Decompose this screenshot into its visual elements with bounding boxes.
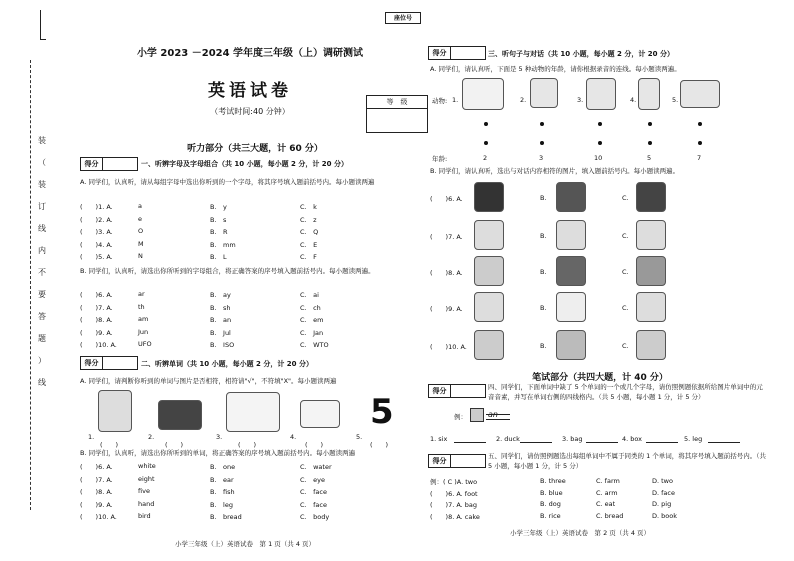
age-label: 年龄: [432,155,448,163]
girl-c-picture [636,182,666,212]
score-label: 得分 [81,158,103,170]
option-num[interactable]: ( )7. A. [80,475,113,484]
option-a: hand [138,499,155,508]
option-b-label: B. [540,268,547,276]
option-a: th [138,302,145,311]
hand-b-picture [556,220,586,250]
part2-instruction-b: B. 同学们，认真听，请选出你所听到的单词，将正确答案的序号填入题前括号内。每小题读两遍 [80,449,356,457]
hand-c-picture [636,220,666,250]
pic-answer-2[interactable]: ( ) [165,441,184,449]
book-picture [556,256,586,286]
animal-num-5: 5. [672,96,679,104]
option-a: eight [138,474,155,483]
age-dot-5[interactable] [698,141,702,145]
option-c: C. face [300,488,327,496]
score-label: 得分 [81,357,103,369]
question-row [80,328,420,338]
part3-instruction-a: A. 同学们，请认真听，下面是 5 种动物的年龄，请你根据录音的连线。每小题读两遍。 [430,65,681,73]
option-b-label: B. [540,194,547,202]
part3-heading: 三、听句子与对话（共 10 小题，每小题 2 分，计 20 分） [488,50,674,58]
animal-num-3: 3. [577,96,584,104]
option-c: C. em [300,316,324,324]
question-number[interactable]: ( )7. A. [430,233,463,241]
word-item: 4. box [622,435,643,443]
question-row [80,202,420,212]
option-num[interactable]: ( )8. A. cake [430,512,480,521]
word-item: 3. bag [562,435,583,443]
score-label: 得分 [429,47,451,59]
question-number[interactable]: ( )9. A. [430,305,463,313]
option-b: B. y [210,203,227,211]
question-number[interactable]: ( )6. A. [430,195,463,203]
option-b: B. Jul [210,328,231,337]
option-a: white [138,462,156,470]
option-d: D. two [652,477,673,485]
option-c-label: C. [622,268,629,276]
option-num[interactable]: 例：( C )A. two [430,478,478,486]
age-dot-4[interactable] [648,141,652,145]
option-d: D. book [652,511,677,520]
age-value-3: 10 [594,154,603,162]
option-num[interactable]: ( )4. A. [80,240,113,249]
example-picture [470,408,484,422]
option-c-label: C. [622,304,629,312]
option-c: C. arm [596,488,618,497]
animal-dot-4[interactable] [648,122,652,126]
word-item: 2. duck [496,435,520,443]
option-num[interactable]: ( )10. A. [80,513,117,521]
question-row [80,500,420,510]
option-num[interactable]: ( )9. A. [80,500,113,509]
pic-num-1: 1. [88,433,95,441]
listening-section-title: 听力部分（共三大题，计 60 分） [187,144,323,154]
option-c: C. eye [300,475,325,484]
option-num[interactable]: ( )2. A. [80,215,113,224]
example-word: an [488,410,498,419]
tiger-picture [680,80,720,108]
part1-instruction-b: B. 同学们，认真听，请选出你所听到的字母组合，将正确答案的序号填入题前括号内。每小题读两遍。 [80,267,375,275]
giraffe-picture [638,78,660,110]
option-b: B. fish [210,488,235,496]
option-c: C. ai [300,291,319,299]
option-b: B. L [210,253,227,261]
question-row [80,475,420,485]
binding-dashed-line [30,60,31,510]
option-c: C. ch [300,303,321,312]
animal-dot-3[interactable] [598,122,602,126]
option-a: Jun [138,327,149,336]
option-d: D. face [652,488,675,497]
option-b: B. leg [210,500,233,509]
score-tag-1[interactable] [80,157,138,171]
option-c: C. Q [300,228,319,236]
animal-dot-2[interactable] [540,122,544,126]
pic-num-3: 3. [216,433,223,441]
score-tag-3[interactable] [428,46,486,60]
option-c: C. water [300,463,332,471]
pic-num-5: 5. [356,433,363,441]
bag-picture [474,256,504,286]
question-row [80,240,420,250]
monkey-picture [586,78,616,110]
option-b: B. s [210,215,227,224]
option-num[interactable]: ( )7. A. [80,303,113,312]
option-b: B. ay [210,291,231,299]
tiger-row-picture [636,292,666,322]
option-num[interactable]: ( )3. A. [80,228,113,236]
option-num[interactable]: ( )9. A. [80,328,113,337]
egg-boot-picture [474,330,504,360]
option-a: a [138,202,142,210]
option-b: B. sh [210,303,231,312]
exam-title-line: 小学 2023 －2024 学年度三年级（上）调研测试 [136,48,364,59]
question-row [80,340,420,350]
option-a: ar [138,290,145,298]
pic-num-4: 4. [290,433,297,441]
age-dot-1[interactable] [484,141,488,145]
option-b: B. three [540,477,566,485]
animal-dot-1[interactable] [484,122,488,126]
answer-line[interactable] [586,442,618,443]
grade-box[interactable] [366,95,428,133]
option-c-label: C. [622,232,629,240]
animal-num-1: 1. [452,96,459,104]
panda-row-picture [474,292,504,322]
part1-instruction-a: A. 同学们，认真听，请从每组字母中选出你听到的一个字母，将其序号填入题前括号内。每小题读两遍 [80,178,375,186]
option-num[interactable]: ( )8. A. [80,316,113,324]
part4-heading: 四、同学们，下面单词中缺了 5 个单词的一个或几个字母，请仿照例题依据所给图片单词中的元音音素，并写在单词右侧的四线格内。（共 5 小题，每小题 1 分，计 5 分） [488,383,763,401]
option-num[interactable]: ( )8. A. [80,488,113,496]
score-tag-2[interactable] [80,356,138,370]
part2-heading: 二、听辨单词（共 10 小题，每小题 2 分，计 20 分） [141,360,313,368]
panda-picture [530,78,558,108]
question-row [80,512,420,522]
option-c-label: C. [622,342,629,350]
question-row [80,252,420,262]
question-row [80,303,420,313]
animal-label: 动物: [432,97,448,105]
pic-answer-1[interactable]: ( ) [100,441,119,449]
option-b: B. rice [540,511,561,520]
milk-can-picture [98,390,132,432]
question-row [80,290,420,300]
option-num[interactable]: ( )7. A. bag [430,501,478,509]
option-num[interactable]: ( )6. A. [80,291,113,299]
age-value-2: 3 [539,154,544,162]
monkey-row-picture [556,292,586,322]
option-c: C. eat [596,500,616,508]
option-c-label: C. [622,194,629,202]
question-number[interactable]: ( )8. A. [430,269,463,277]
option-num[interactable]: ( )1. A. [80,203,113,211]
option-b: B. blue [540,488,563,497]
option-a: e [138,214,142,223]
option-b: B. ear [210,475,234,484]
example-four-line-1 [486,414,510,415]
option-d: D. pig [652,500,672,508]
answer-line[interactable] [708,442,740,443]
fish-bowl-picture [636,330,666,360]
question-row [80,462,420,472]
number-five-picture: 5 [370,392,394,432]
part1-heading: 一、听辨字母及字母组合（共 10 小题，每小题 2 分，计 20 分） [141,160,348,168]
option-c: C. farm [596,477,620,485]
option-num[interactable]: ( )6. A. foot [430,489,478,498]
option-c: C. bread [596,511,624,520]
option-a: UFO [138,340,152,348]
word-item: 5. leg [684,435,703,443]
score-label: 得分 [429,455,451,467]
option-b: B. one [210,463,236,471]
answer-line[interactable] [646,442,678,443]
eye-picture [300,400,340,428]
exam-main-title: 英语试卷 [208,81,292,101]
part5-heading: 五、同学们，请仿照例题选出每组单词中不属于同类的 1 个单词，将其序号填入题前括号内。（共 5 小题，每小题 1 分，计 5 分） [488,452,767,470]
score-tag-5[interactable] [428,454,486,468]
pic-answer-4[interactable]: ( ) [305,441,324,449]
answer-line[interactable] [520,442,552,443]
part3-instruction-b: B. 同学们，请认真听，选出与对话内容相符的图片，填入题前括号内。每小题读两遍。 [430,167,680,175]
option-c: C. z [300,215,317,224]
option-b: B. mm [210,240,236,249]
score-label: 得分 [429,385,451,397]
animal-num-2: 2. [520,96,527,104]
age-value-1: 2 [483,154,488,162]
option-c: C. k [300,203,317,211]
pic-answer-3[interactable]: ( ) [238,441,257,449]
option-a: O [138,227,144,235]
written-section-title: 笔试部分（共四大题，计 40 分） [532,373,668,383]
score-tag-4[interactable] [428,384,486,398]
elephant-picture [226,392,280,432]
option-a: N [138,252,143,260]
option-a: bird [138,512,151,520]
word-item: 1. six [430,435,448,443]
hand-a-picture [474,220,504,250]
option-c: C. Jan [300,328,324,337]
option-c: C. E [300,240,318,249]
option-c: C. face [300,500,327,509]
option-b-label: B. [540,304,547,312]
cake-bottle-picture [556,330,586,360]
exam-duration: （考试时间:40 分钟） [210,107,290,116]
option-c: C. F [300,253,317,261]
option-b: B. dog [540,500,561,508]
option-b-label: B. [540,232,547,240]
question-row [80,487,420,497]
option-num[interactable]: ( )10. A. [80,341,117,349]
option-a: five [138,487,150,495]
footer-page-1: 小学三年级（上）英语试卷 第 1 页（共 4 页） [175,540,316,548]
binding-bracket [40,10,46,40]
bread-picture [158,400,202,430]
part2-instruction-a: A. 同学们，请判断你听到的单词与图片是否相符，相符请"√"，不符填"X"。每小题读两遍 [80,377,337,385]
grade-label: 等 级 [367,96,427,109]
question-row [80,315,420,325]
animal-num-4: 4. [630,96,637,104]
option-a: am [138,315,149,323]
pic-answer-5[interactable]: ( ) [370,441,389,449]
example-four-line-2 [486,419,510,420]
binding-text: 装 （ 装 订 线 内 不 要 答 题 ） 线 [38,136,46,387]
example-label: 例： [454,413,467,421]
option-b: B. an [210,316,232,324]
option-c: C. WTO [300,341,329,349]
question-row [80,215,420,225]
question-number[interactable]: ( )10. A. [430,343,467,351]
option-c: C. body [300,513,330,521]
option-num[interactable]: ( )6. A. [80,463,113,471]
age-value-4: 5 [647,154,652,162]
option-a: M [138,239,144,248]
option-b: B. ISO [210,341,235,349]
footer-page-2: 小学三年级（上）英语试卷 第 2 页（共 4 页） [510,529,651,537]
girl-b-picture [556,182,586,212]
question-row [80,227,420,237]
pic-num-2: 2. [148,433,155,441]
option-b: B. bread [210,513,242,521]
seat-number-box[interactable]: 座位号 [385,12,421,24]
age-dot-2[interactable] [540,141,544,145]
elephant-animal-picture [462,78,504,110]
age-dot-3[interactable] [598,141,602,145]
animal-dot-5[interactable] [698,122,702,126]
option-b: B. R [210,228,228,236]
option-b-label: B. [540,342,547,350]
girl-a-picture [474,182,504,212]
answer-line[interactable] [454,442,486,443]
option-num[interactable]: ( )5. A. [80,253,113,261]
age-value-5: 7 [697,154,702,162]
pen-picture [636,256,666,286]
